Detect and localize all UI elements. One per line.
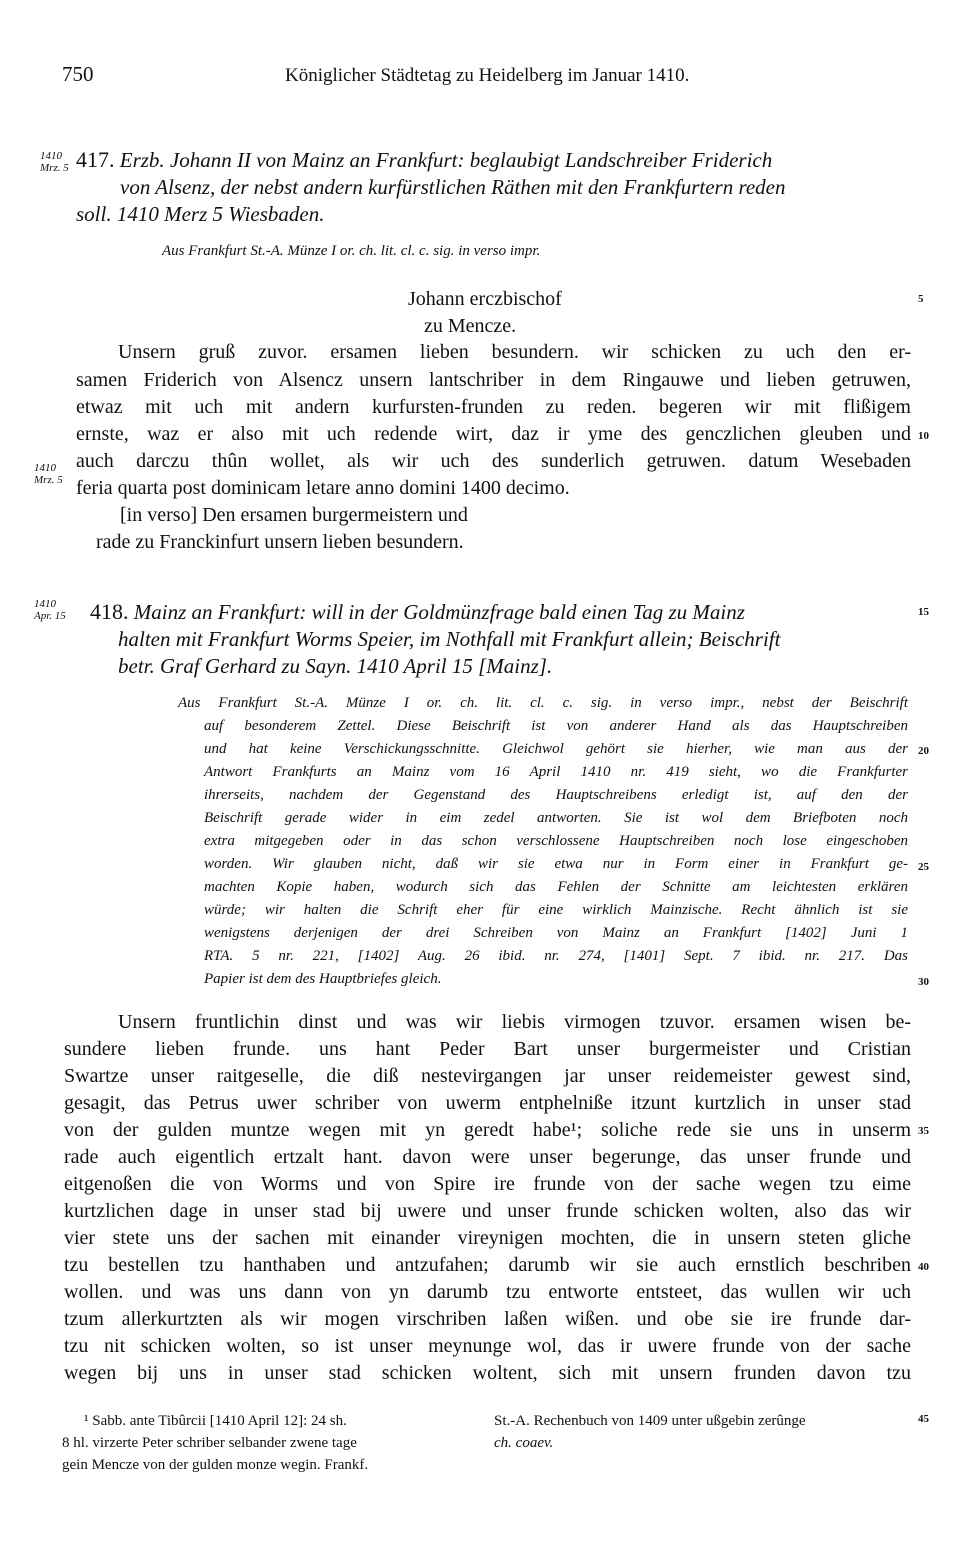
- note-line: würde; wir halten die Schrift eher für eine wirklich Mainzische. Recht ähnlich ist sie: [204, 902, 908, 918]
- doc-418-title: [76, 598, 902, 680]
- line-number: 35: [918, 1125, 929, 1137]
- salutation-line: zu Mencze.: [424, 315, 517, 337]
- footnote-right: [494, 1410, 806, 1454]
- line-number: 30: [918, 976, 929, 988]
- title-line: betr. Graf Gerhard zu Sayn. 1410 April 15 [Mainz].: [118, 654, 553, 678]
- title-line: 418. Mainz an Frankfurt: will in der Goldmünzfrage bald einen Tag zu Mainz: [90, 599, 745, 624]
- margin-date-418: 1410 Apr. 15: [34, 598, 66, 622]
- footnote-line: ch. coaev.: [494, 1435, 554, 1451]
- footnote-line: gein Mencze von der gulden monze wegin. Frankf.: [62, 1457, 369, 1473]
- note-line: Aus Frankfurt St.-A. Münze I or. ch. lit. cl. c. sig. in verso impr., nebst der Beischrift: [178, 695, 908, 711]
- note-line: RTA. 5 nr. 221, [1402] Aug. 26 ibid. nr. 274, [1401] Sept. 7 ibid. nr. 217. Das: [204, 948, 908, 964]
- doc-417-title: [76, 146, 916, 228]
- text-line: tzu bestellen tzu hanthaben und antzufahen; darumb wir sie auch ernstlich beschriben: [64, 1254, 911, 1276]
- footnote-left: [62, 1410, 368, 1476]
- note-line: Antwort Frankfurts an Mainz vom 16 April 1410 nr. 419 sieht, wo die Frankfurter: [204, 764, 908, 780]
- line-number: 40: [918, 1261, 929, 1273]
- title-line: von Alsenz, der nebst andern kurfürstlichen Räthen mit den Frankfurtern reden: [120, 175, 786, 199]
- address-line: rade zu Franckinfurt unsern lieben besundern.: [96, 531, 464, 553]
- text-line: rade auch eigentlich ertzalt hant. davon were unser begerunge, das unser frunde und: [64, 1146, 911, 1168]
- note-line: Beischrift gerade wider in eim zedel antworten. Sie ist wol dem Briefboten noch: [204, 810, 908, 826]
- text-line: feria quarta post dominicam letare anno domini 1400 decimo.: [76, 477, 570, 499]
- note-line: und hat keine Verschickungsschnitte. Gleichwol gehört sie hierher, wie man aus der: [204, 741, 908, 757]
- doc-418-notes: [178, 692, 908, 991]
- line-number: 5: [918, 293, 924, 305]
- note-line: Papier ist dem des Hauptbriefes gleich.: [204, 971, 442, 987]
- running-title: Königlicher Städtetag zu Heidelberg im Januar 1410.: [285, 65, 690, 86]
- line-number: 15: [918, 606, 929, 618]
- note-line: worden. Wir glauben nicht, daß wir sie etwa nur in Form einer in Frankfurt ge-: [204, 856, 908, 872]
- address-line: [in verso] Den ersamen burgermeistern und: [120, 504, 468, 526]
- text-line: tzum allerkurtzten als wir mogen virschriben laßen wißen. und obe sie ire frunde dar-: [64, 1308, 911, 1330]
- footnote-line: ¹ Sabb. ante Tibûrcii [1410 April 12]: 24 sh.: [84, 1413, 347, 1429]
- text-line: vier stete uns der sachen mit einander vireynigen mochten, die in unsern steten gliche: [64, 1227, 911, 1249]
- title-line: 417. Erzb. Johann II von Mainz an Frankfurt: beglaubigt Landschreiber Friderich: [76, 147, 773, 172]
- page-number: 750: [62, 62, 94, 86]
- text-line: eitgenoßen die von Worms und von Spire ire frunde von der sache wegen tzu eime: [64, 1173, 911, 1195]
- title-line: halten mit Frankfurt Worms Speier, im Nothfall mit Frankfurt allein; Beischrift: [118, 627, 781, 651]
- text-line: Swartze unser raitgeselle, die diß nestevirgangen jar unser reidemeister gewest sind,: [64, 1065, 911, 1087]
- note-line: auf besonderem Zettel. Diese Beischrift ist von anderer Hand als das Hauptschreiben: [204, 718, 908, 734]
- text-line: wollen. und was uns dann von yn darumb tzu entworte entsteet, das wullen wir uch: [64, 1281, 911, 1303]
- doc-417-source: Aus Frankfurt St.-A. Münze I or. ch. lit. cl. c. sig. in verso impr.: [162, 243, 541, 259]
- line-number: 25: [918, 861, 929, 873]
- text-line: gesagit, das Petrus uwer schriber von uwerm entphelniße itzunt kurtzlich in unser stad: [64, 1092, 911, 1114]
- note-line: wenigstens derjenigen der drei Schreiben von Mainz an Frankfurt [1402] Juni 1: [204, 925, 908, 941]
- footnote-line: St.-A. Rechenbuch von 1409 unter ußgebin zerûnge: [494, 1413, 806, 1429]
- text-line: Unsern fruntlichin dinst und was wir liebis virmogen tzuvor. ersamen wisen be-: [118, 1011, 911, 1033]
- text-line: von der gulden muntze wegen mit yn geredt habe¹; soliche rede sie uns in unserm: [64, 1119, 911, 1141]
- line-number: 45: [918, 1413, 929, 1425]
- line-number: 20: [918, 745, 929, 757]
- text-line: auch darczu thûn wollet, als wir uch des sunderlich getruwen. datum Wesebaden: [76, 450, 911, 472]
- doc-number: 417.: [76, 147, 115, 172]
- text-line: tzu nit schicken wolten, so ist unser meynunge wol, das ir uwere frunde von der sache: [64, 1335, 911, 1357]
- doc-number: 418.: [90, 599, 129, 624]
- text-line: etwaz mit uch mit andern kurfursten-frunden zu reden. begeren wir mit flißigem: [76, 396, 911, 418]
- line-number: 10: [918, 430, 929, 442]
- margin-date-inner: 1410 Mrz. 5: [34, 462, 63, 486]
- title-line: soll. 1410 Merz 5 Wiesbaden.: [76, 202, 325, 226]
- text-line: wegen bij uns in unser stad schicken woltent, sich mit unsern frunden davon tzu: [64, 1362, 911, 1384]
- text-line: samen Friderich von Alsencz unsern lantschriber in dem Ringauwe und lieben getruwen,: [76, 369, 911, 391]
- note-line: extra mitgegeben oder in das schon verschlossene Hauptschreiben noch lose eingeschoben: [204, 833, 908, 849]
- text-line: Unsern gruß zuvor. ersamen lieben besundern. wir schicken zu uch den er-: [118, 341, 911, 363]
- footnote-line: 8 hl. virzerte Peter schriber selbander zwene tage: [62, 1435, 357, 1451]
- text-line: ernste, waz er also mit uch redende wirt, daz ir yme des genczlichen gleuben und: [76, 423, 911, 445]
- salutation-line: Johann erczbischof: [408, 288, 562, 310]
- text-line: kurtzlichen dage in unser stad bij uwere und unser frunde schicken wolten, also das wir: [64, 1200, 911, 1222]
- text-line: sundere lieben frunde. uns hant Peder Bart unser burgermeister und Cristian: [64, 1038, 911, 1060]
- margin-date-417: 1410 Mrz. 5: [40, 150, 69, 174]
- note-line: ihrerseits, nachdem der Gegenstand des Hauptschreibens erledigt ist, auf den der: [204, 787, 908, 803]
- note-line: machten Kopie haben, wodurch sich das Fehlen der Schnitte am leichtesten erklären: [204, 879, 908, 895]
